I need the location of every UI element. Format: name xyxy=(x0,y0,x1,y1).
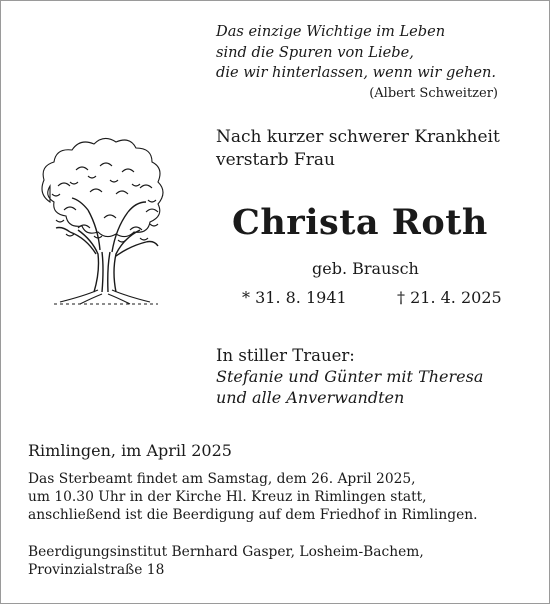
notice-line-2: um 10.30 Uhr in der Kirche Hl. Kreuz in Rimlingen statt, xyxy=(28,488,427,505)
funeral-home xyxy=(28,544,424,580)
born-name: geb. Brausch xyxy=(312,259,419,278)
quote-line-1: Das einzige Wichtige im Leben xyxy=(216,23,446,40)
birth-date: * 31. 8. 1941 xyxy=(242,288,347,307)
death-date: † 21. 4. 2025 xyxy=(397,288,502,307)
mourners-line-1: Stefanie und Günter mit Theresa xyxy=(216,367,484,386)
intro-text xyxy=(216,126,500,172)
canopy xyxy=(42,138,163,242)
funeral-home-line-1: Beerdigungsinstitut Bernhard Gasper, Losheim-Bachem, xyxy=(28,544,424,560)
mourners-line-2: und alle Anverwandten xyxy=(216,388,405,407)
funeral-home-line-2: Provinzialstraße 18 xyxy=(28,561,165,578)
place-date: Rimlingen, im April 2025 xyxy=(28,441,232,460)
service-notice xyxy=(28,471,478,524)
roots xyxy=(54,290,158,304)
mourners-heading: In stiller Trauer: xyxy=(216,346,355,365)
intro-line-2: verstarb Frau xyxy=(216,150,335,170)
intro-line-1: Nach kurzer schwerer Krankheit xyxy=(216,127,500,147)
quote-author: (Albert Schweitzer) xyxy=(369,85,498,101)
mourners-block xyxy=(216,345,483,408)
deceased-name: Christa Roth xyxy=(232,202,488,243)
notice-line-3: anschließend ist die Beerdigung auf dem Friedhof in Rimlingen. xyxy=(28,506,478,523)
quote-block xyxy=(216,22,516,103)
tree-illustration-icon xyxy=(30,132,180,312)
tree-drawing xyxy=(30,132,180,312)
quote-line-2: sind die Spuren von Liebe, xyxy=(216,43,414,61)
quote-line-3: die wir hinterlassen, wenn wir gehen. xyxy=(216,64,497,81)
notice-line-1: Das Sterbeamt findet am Samstag, dem 26. April 2025, xyxy=(28,471,416,487)
trunk xyxy=(56,198,158,292)
